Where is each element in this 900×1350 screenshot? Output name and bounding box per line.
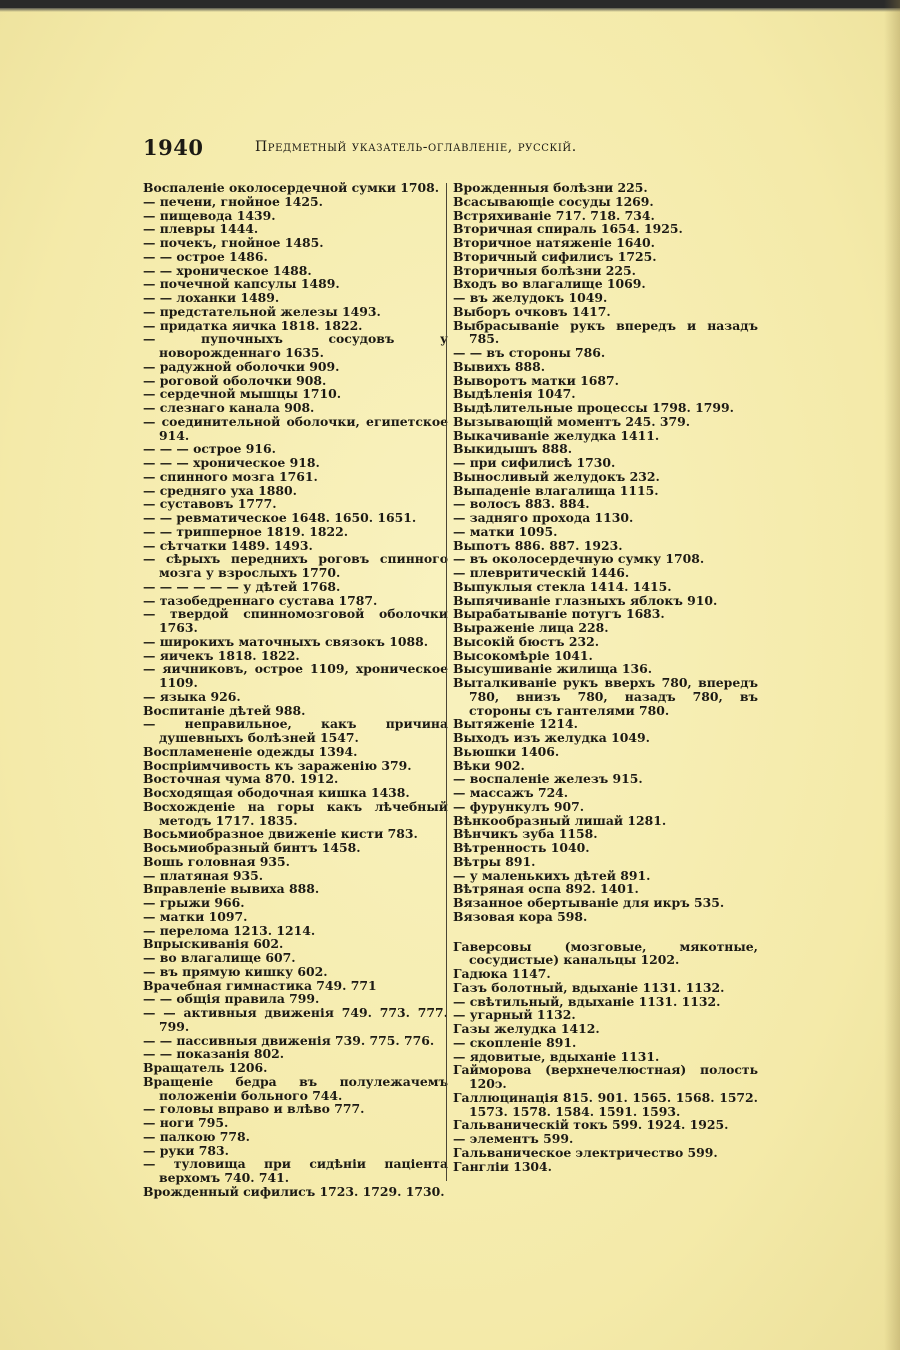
index-entry: Выкачиваніе желудка 1411. <box>453 427 660 443</box>
index-entry: Вправленіе вывиха 888. <box>143 881 320 897</box>
index-entry: Входъ во влагалище 1069. <box>453 276 646 292</box>
index-entry: — пупочныхъ сосудовъ у новорожденнаго 1635. <box>143 331 448 360</box>
index-entry: Встряхиваніе 717. 718. 734. <box>453 207 655 223</box>
index-column-left <box>143 181 448 1199</box>
index-entry: — — острое 1486. <box>143 248 268 264</box>
index-column-right <box>453 181 758 1173</box>
index-entry: — — — хроническое 918. <box>143 455 320 470</box>
index-entry: — слезнаго канала 908. <box>143 400 315 415</box>
index-entry: Восходящая ободочная кишка 1438. <box>143 785 410 800</box>
index-entry: — свѣтильный, вдыханіе 1131. 1132. <box>453 993 721 1009</box>
index-entry: — — активныя движенія 749. 773. 777. 799. <box>143 1005 448 1034</box>
index-entry: Выборъ очковъ 1417. <box>453 303 611 319</box>
index-entry: — фурункулъ 907. <box>453 798 585 814</box>
index-entry: — палкою 778. <box>143 1128 250 1144</box>
index-entry: Вязовая кора 598. <box>453 908 588 924</box>
index-entry: Вѣтры 891. <box>453 853 536 869</box>
index-entry: Выпуклыя стекла 1414. 1415. <box>453 578 672 594</box>
index-entry: — тазобедреннаго сустава 1787. <box>143 592 378 608</box>
index-entry: Выпотъ 886. 887. 1923. <box>453 537 623 553</box>
index-entry: Вращатель 1206. <box>143 1060 268 1075</box>
index-entry: — у маленькихъ дѣтей 891. <box>453 867 651 883</box>
index-entry: Вѣнкообразный лишай 1281. <box>453 812 667 828</box>
column-divider <box>446 183 447 1181</box>
page-number: 1940 <box>143 135 204 160</box>
index-entry: Выдѣлительные процессы 1798. 1799. <box>453 400 734 415</box>
index-entry: — предстательной железы 1493. <box>143 303 381 319</box>
index-entry: — въ прямую кишку 602. <box>143 963 328 979</box>
index-entry: — ноги 795. <box>143 1115 229 1130</box>
index-entry: Гайморова (верхнечелюстная) полость 120ↄ. <box>453 1062 758 1091</box>
index-entry: — матки 1097. <box>143 908 248 924</box>
index-entry: Выносливый желудокъ 232. <box>453 468 660 484</box>
index-entry: Восьмиобразное движеніе кисти 783. <box>143 826 418 842</box>
index-entry: Выкидышъ 888. <box>453 441 573 457</box>
index-entry: — соединительной оболочки, египетское 914. <box>143 413 448 443</box>
index-entry: Вызывающій моментъ 245. 379. <box>453 413 691 429</box>
index-entry: — широкихъ маточныхъ связокъ 1088. <box>143 633 429 649</box>
index-entry: — пищевода 1439. <box>143 207 276 223</box>
index-entry: — въ желудокъ 1049. <box>453 290 608 305</box>
index-entry: — — лоханки 1489. <box>143 290 280 305</box>
index-entry: — — — — — — у дѣтей 1768. <box>143 578 341 594</box>
index-entry: — во влагалище 607. <box>143 950 296 965</box>
index-entry: — твердой спинномозговой оболочки 1763. <box>143 606 448 635</box>
index-entry: — платяная 935. <box>143 867 264 883</box>
index-entry: — роговой оболочки 908. <box>143 372 327 388</box>
index-entry: Выбрасываніе рукъ впередъ и назадъ 785. <box>453 317 758 347</box>
index-entry: — грыжи 966. <box>143 895 245 910</box>
index-entry: Вытяженіе 1214. <box>453 716 578 732</box>
index-entry: — яичниковъ, острое 1109, хроническое 1109. <box>143 661 448 690</box>
index-entry: — печени, гнойное 1425. <box>143 193 323 209</box>
index-entry: Гаверсовы (мозговые, мякотные, сосудистые) канальцы 1202. <box>453 938 758 968</box>
index-entry: — неправильное, какъ причина душевныхъ болѣзней 1547. <box>143 716 448 745</box>
index-entry: Выпячиваніе глазныхъ яблокъ 910. <box>453 592 718 608</box>
index-entry: — угарный 1132. <box>453 1007 576 1023</box>
index-entry: Гадюка 1147. <box>453 966 551 981</box>
index-entry: — спинного мозга 1761. <box>143 468 318 484</box>
index-entry: Вывихъ 888. <box>453 358 546 374</box>
index-entry: — почекъ, гнойное 1485. <box>143 235 324 250</box>
index-entry: — — — острое 916. <box>143 441 276 457</box>
index-entry: — придатка яичка 1818. 1822. <box>143 317 363 333</box>
index-entry: Вязанное обертываніе для икръ 535. <box>453 895 725 910</box>
index-entry: — туловища при сидѣніи паціента верхомъ 740. 741. <box>143 1156 448 1185</box>
index-entry: — — пассивныя движенія 739. 775. 776. <box>143 1032 435 1048</box>
index-entry: Выраженіе лица 228. <box>453 620 609 635</box>
index-entry: — радужной оболочки 909. <box>143 358 340 374</box>
index-entry: Гангліи 1304. <box>453 1158 552 1174</box>
index-entry: — элементъ 599. <box>453 1131 574 1146</box>
index-entry: — перелома 1213. 1214. <box>143 922 316 938</box>
index-entry: — — хроническое 1488. <box>143 262 312 278</box>
running-title: Предметный указатель-оглавленіе, русскій. <box>255 139 577 155</box>
index-entry: Воспитаніе дѣтей 988. <box>143 702 306 718</box>
index-entry: Воспламененіе одежды 1394. <box>143 743 358 759</box>
index-entry: Вьюшки 1406. <box>453 743 560 759</box>
index-entry: — яичекъ 1818. 1822. <box>143 647 300 663</box>
index-entry: — сѣтчатки 1489. 1493. <box>143 537 313 553</box>
index-entry: Вѣтренность 1040. <box>453 840 590 855</box>
index-entry: — скопленіе 891. <box>453 1034 577 1050</box>
index-entry: — матки 1095. <box>453 523 558 539</box>
index-entry: — сѣрыхъ переднихъ роговъ спинного мозга у взрослыхъ 1770. <box>143 551 448 580</box>
index-entry: Вторичная спираль 1654. 1925. <box>453 221 683 237</box>
page-header <box>143 135 763 165</box>
scan-top-edge <box>0 0 900 8</box>
index-entry: — — ревматическое 1648. 1650. 1651. <box>143 510 417 525</box>
index-entry: — средняго уха 1880. <box>143 482 297 498</box>
index-entry: Вѣнчикъ зуба 1158. <box>453 826 598 842</box>
index-entry: — плевры 1444. <box>143 221 259 237</box>
index-entry: Впрыскиванія 602. <box>143 936 284 952</box>
index-entry: — волосъ 883. 884. <box>453 496 590 512</box>
index-entry: — почечной капсулы 1489. <box>143 276 340 292</box>
index-entry: Высокій бюстъ 232. <box>453 633 600 649</box>
index-entry: Вращеніе бедра въ полулежачемъ положеніи больного 744. <box>143 1073 448 1103</box>
index-entry: — ядовитые, вдыханіе 1131. <box>453 1048 660 1064</box>
index-entry: — воспаленіе железъ 915. <box>453 771 643 787</box>
index-entry: Выталкиваніе рукъ вверхъ 780, впередъ 780, внизъ 780, назадъ 780, въ стороны съ гантелями 780. <box>453 675 758 718</box>
section-spacer <box>453 924 758 940</box>
index-entry: Газъ болотный, вдыханіе 1131. 1132. <box>453 979 725 995</box>
index-entry: Всасывающіе сосуды 1269. <box>453 193 654 209</box>
index-entry: Выходъ изъ желудка 1049. <box>453 730 650 745</box>
index-entry: Высокомѣріе 1041. <box>453 647 593 663</box>
index-entry: Воспаленіе околосердечной сумки 1708. <box>143 180 440 195</box>
index-entry: Вторичное натяженіе 1640. <box>453 235 655 250</box>
index-entry: Врожденный сифилисъ 1723. 1729. 1730. <box>143 1183 445 1199</box>
index-entry: Вѣки 902. <box>453 757 525 773</box>
index-entry: Врачебная гимнастика 749. 771 <box>143 977 377 993</box>
index-entry: Воспріимчивость къ зараженію 379. <box>143 757 412 773</box>
index-entry: — головы вправо и влѣво 777. <box>143 1101 365 1117</box>
index-entry: — — общія правила 799. <box>143 991 320 1007</box>
index-entry: Восхожденіе на горы какъ лѣчебный методъ 1717. 1835. <box>143 798 448 828</box>
index-entry: — въ околосердечную сумку 1708. <box>453 551 705 567</box>
index-entry: — массажъ 724. <box>453 785 569 800</box>
index-entry: — — показанія 802. <box>143 1046 285 1062</box>
index-entry: Врожденныя болѣзни 225. <box>453 180 648 195</box>
index-entry: — — трипперное 1819. 1822. <box>143 523 349 539</box>
index-entry: Галлюцинація 815. 901. 1565. 1568. 1572. 1573. 1578. 1584. 1591. 1593. <box>453 1089 758 1119</box>
index-entry: Восточная чума 870. 1912. <box>143 771 339 787</box>
index-entry: Вошь головная 935. <box>143 853 290 869</box>
index-entry: — плевритическій 1446. <box>453 565 630 580</box>
index-entry: — сердечной мышцы 1710. <box>143 386 342 402</box>
index-entry: — языка 926. <box>143 688 241 704</box>
index-entry: Газы желудка 1412. <box>453 1021 600 1036</box>
index-entry: Вѣтряная оспа 892. 1401. <box>453 881 639 897</box>
index-entry: — — въ стороны 786. <box>453 345 606 360</box>
index-entry: — суставовъ 1777. <box>143 496 277 512</box>
index-entry: — при сифилисѣ 1730. <box>453 455 616 470</box>
index-entry: Выпаденіе влагалища 1115. <box>453 482 659 498</box>
scan-right-edge <box>884 0 900 1350</box>
index-entry: Гальваническій токъ 599. 1924. 1925. <box>453 1117 729 1133</box>
index-entry: Выдѣленія 1047. <box>453 386 576 402</box>
index-entry: Вторичный сифилисъ 1725. <box>453 248 657 264</box>
index-entry: Гальваническое электричество 599. <box>453 1144 718 1160</box>
index-entry: Вторичныя болѣзни 225. <box>453 262 636 278</box>
index-entry: Выворотъ матки 1687. <box>453 372 619 388</box>
index-entry: — руки 783. <box>143 1142 229 1158</box>
index-entry: Вырабатываніе потугъ 1683. <box>453 606 665 622</box>
index-entry: Восьмиобразный бинтъ 1458. <box>143 840 361 855</box>
index-entry: Высушиваніе жилища 136. <box>453 661 653 677</box>
index-entry: — задняго прохода 1130. <box>453 510 634 525</box>
